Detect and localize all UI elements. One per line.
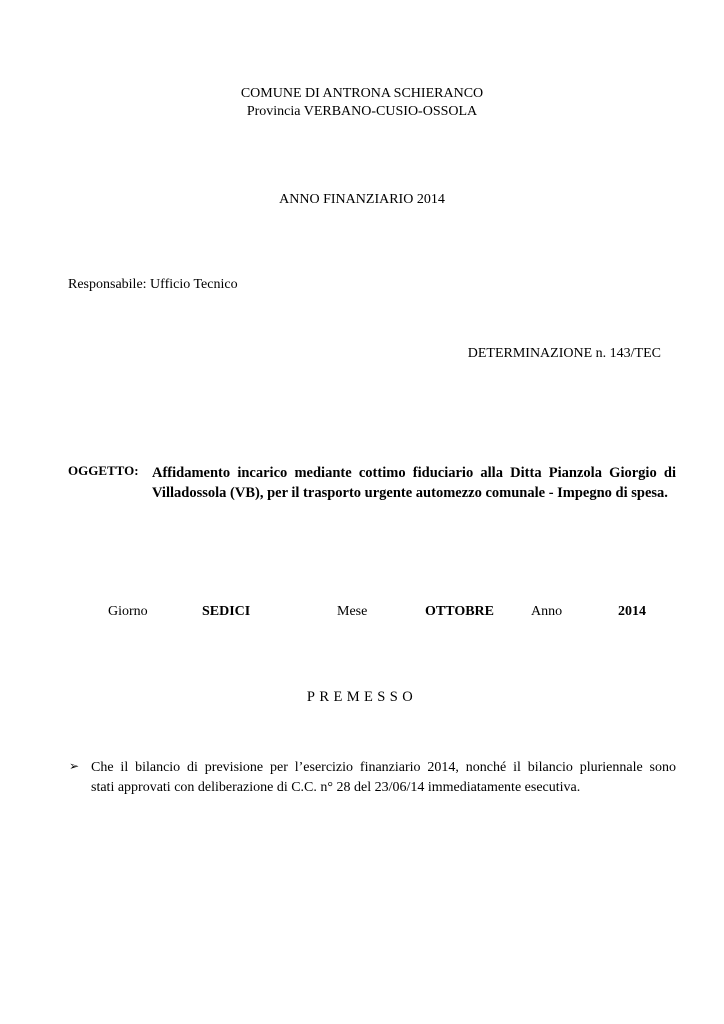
province-name: Provincia VERBANO-CUSIO-OSSOLA <box>246 104 478 119</box>
month-value: OTTOBRE <box>425 604 494 619</box>
year-value: 2014 <box>618 604 646 619</box>
premises-line-1: Che il bilancio di previsione per l’esercizio finanziario 2014, nonché il bilancio pluriennale sono <box>91 760 676 775</box>
day-label: Giorno <box>108 604 148 619</box>
municipality-name: COMUNE DI ANTRONA SCHIERANCO <box>240 86 484 101</box>
premises-line-2: stati approvati con deliberazione di C.C. n° 28 del 23/06/14 immediatamente esecutiva. <box>91 780 581 795</box>
year-label: Anno <box>531 604 563 619</box>
premises-heading: PREMESSO <box>306 689 418 705</box>
month-label: Mese <box>337 604 368 619</box>
premises-paragraph <box>91 758 676 798</box>
subject-text <box>152 463 676 503</box>
responsible-office: Responsabile: Ufficio Tecnico <box>68 277 238 292</box>
arrow-bullet-icon: ➢ <box>69 759 80 773</box>
determination-number: DETERMINAZIONE n. 143/TEC <box>467 346 661 361</box>
subject-line-2: Villadossola (VB), per il trasporto urgente automezzo comunale - Impegno di spesa. <box>152 485 668 501</box>
day-value: SEDICI <box>202 604 251 619</box>
subject-line-1: Affidamento incarico mediante cottimo fiduciario alla Ditta Pianzola Giorgio di <box>152 465 676 481</box>
subject-label: OGGETTO: <box>68 463 139 478</box>
financial-year-heading: ANNO FINANZIARIO 2014 <box>279 192 445 207</box>
